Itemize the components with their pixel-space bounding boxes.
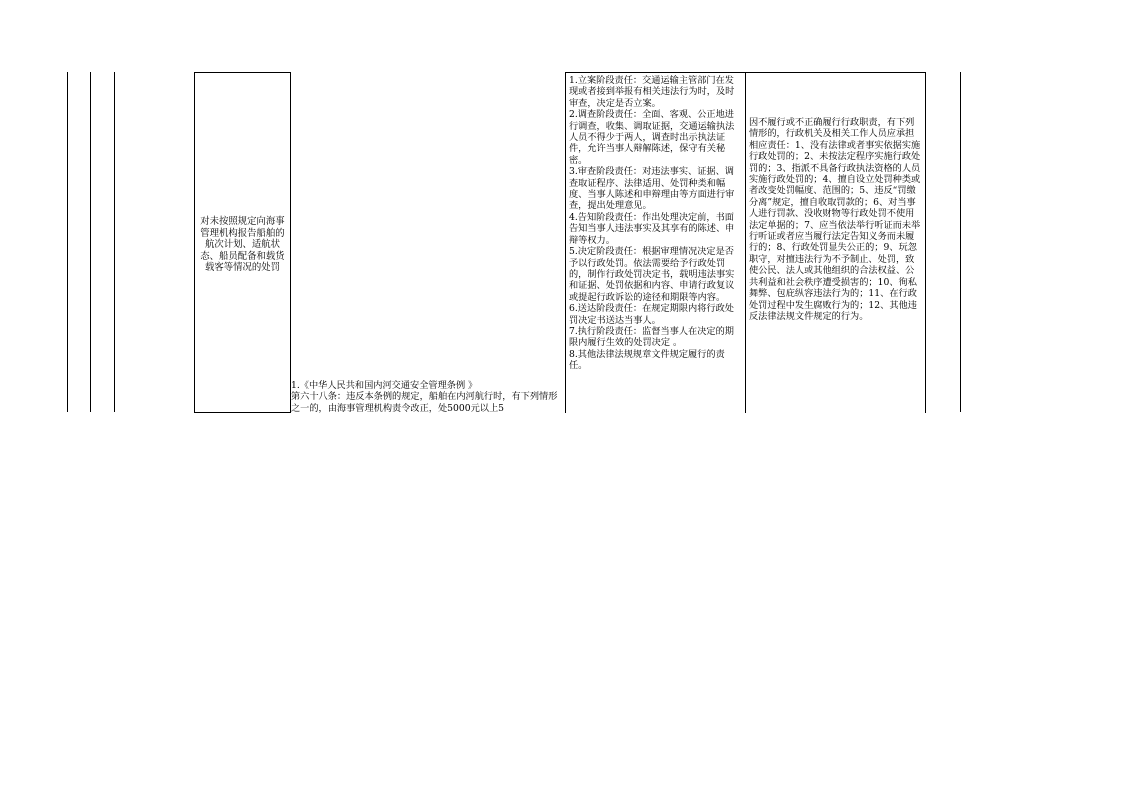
responsibility-item: 7.执行阶段责任：监督当事人在决定的期限内履行生效的处罚决定 。 [569, 325, 734, 349]
responsibility-item: 2.调查阶段责任：全面、客观、公正地进行调查，收集、调取证据，交通运输执法人员不得少于两人，调查时出示执法证件，允许当事人辩解陈述，保守有关秘密。 [569, 109, 735, 166]
table-rule-1 [67, 72, 68, 412]
accountability-cell [745, 72, 926, 413]
responsibility-item: 6.送达阶段责任：在规定期限内将行政处罚决定书送达当事人。 [569, 303, 734, 326]
accountability-text: 因不履行或不正确履行行政职责，有下列情形的，行政机关及相关工作人员应承担相应责任：1、没有法律或者事实依据实施行政处罚的；2、未按法定程序实施行政处罚的；3、指派不具备行政执法资格的人员实施行政处罚的；4、擅自设立处罚种类或者改变处罚幅度、范围的；5、违反“罚缴分离”规定，擅自收取罚款的；6、对当事人进行罚款、没收财物等行政处罚不使用法定单据的；7、应当依法举行听证而未举行听证或者应当履行法定告知义务而未履行的；8、行政处罚显失公正的；9、玩忽职守，对擅违法行为不予制止、处罚，致使公民、法人或其他组织的合法权益、公共利益和社会秩序遭受损害的；10、徇私舞弊、包庇纵容违法行为的；11、在行政处罚过程中发生腐败行为的；12、其他违反法律法规文件规定的行为。 [749, 117, 921, 322]
table-rule-4 [960, 72, 961, 412]
table-rule-3 [114, 72, 115, 412]
responsibility-list [569, 75, 741, 372]
table-rule-2 [90, 72, 91, 412]
responsibility-item: 8.其他法律法规规章文件规定履行的责任。 [569, 348, 725, 372]
responsibility-item: 5.决定阶段责任：根据审理情况决定是否予以行政处罚。依法需要给予行政处罚的，制作行政处罚决定书，载明违法事实和证据、处罚依据和内容、申请行政复议或提起行政诉讼的途径和期限等内容。 [569, 246, 735, 303]
responsibility-cell [565, 72, 746, 413]
basis-cell [291, 72, 565, 413]
responsibility-item: 3.审查阶段责任：对违法事实、证据、调查取证程序、法律适用、处罚种类和幅度、当事人陈述和申辩理由等方面进行审查，提出处理意见。 [569, 166, 735, 212]
responsibility-item: 1.立案阶段责任：交通运输主管部门在发现或者接到举报有相关违法行为时，及时审查，决定是否立案。 [569, 75, 735, 109]
responsibility-item: 4.告知阶段责任：作出处理决定前，书面告知当事人违法事实及其享有的陈述、申辩等权力。 [569, 211, 735, 246]
subject-cell [194, 72, 291, 413]
subject-text: 对未按照规定向海事管理机构报告船舶的航次计划、适航状态、船员配备和载货载客等情况的处罚 [200, 216, 285, 274]
basis-text: 1.《中华人民共和国内河交通安全管理条例 》 第六十八条：违反本条例的规定，船舶在内河航行时，有下列情形之一的，由海事管理机构责令改正，处5000元以上5 [291, 380, 558, 413]
